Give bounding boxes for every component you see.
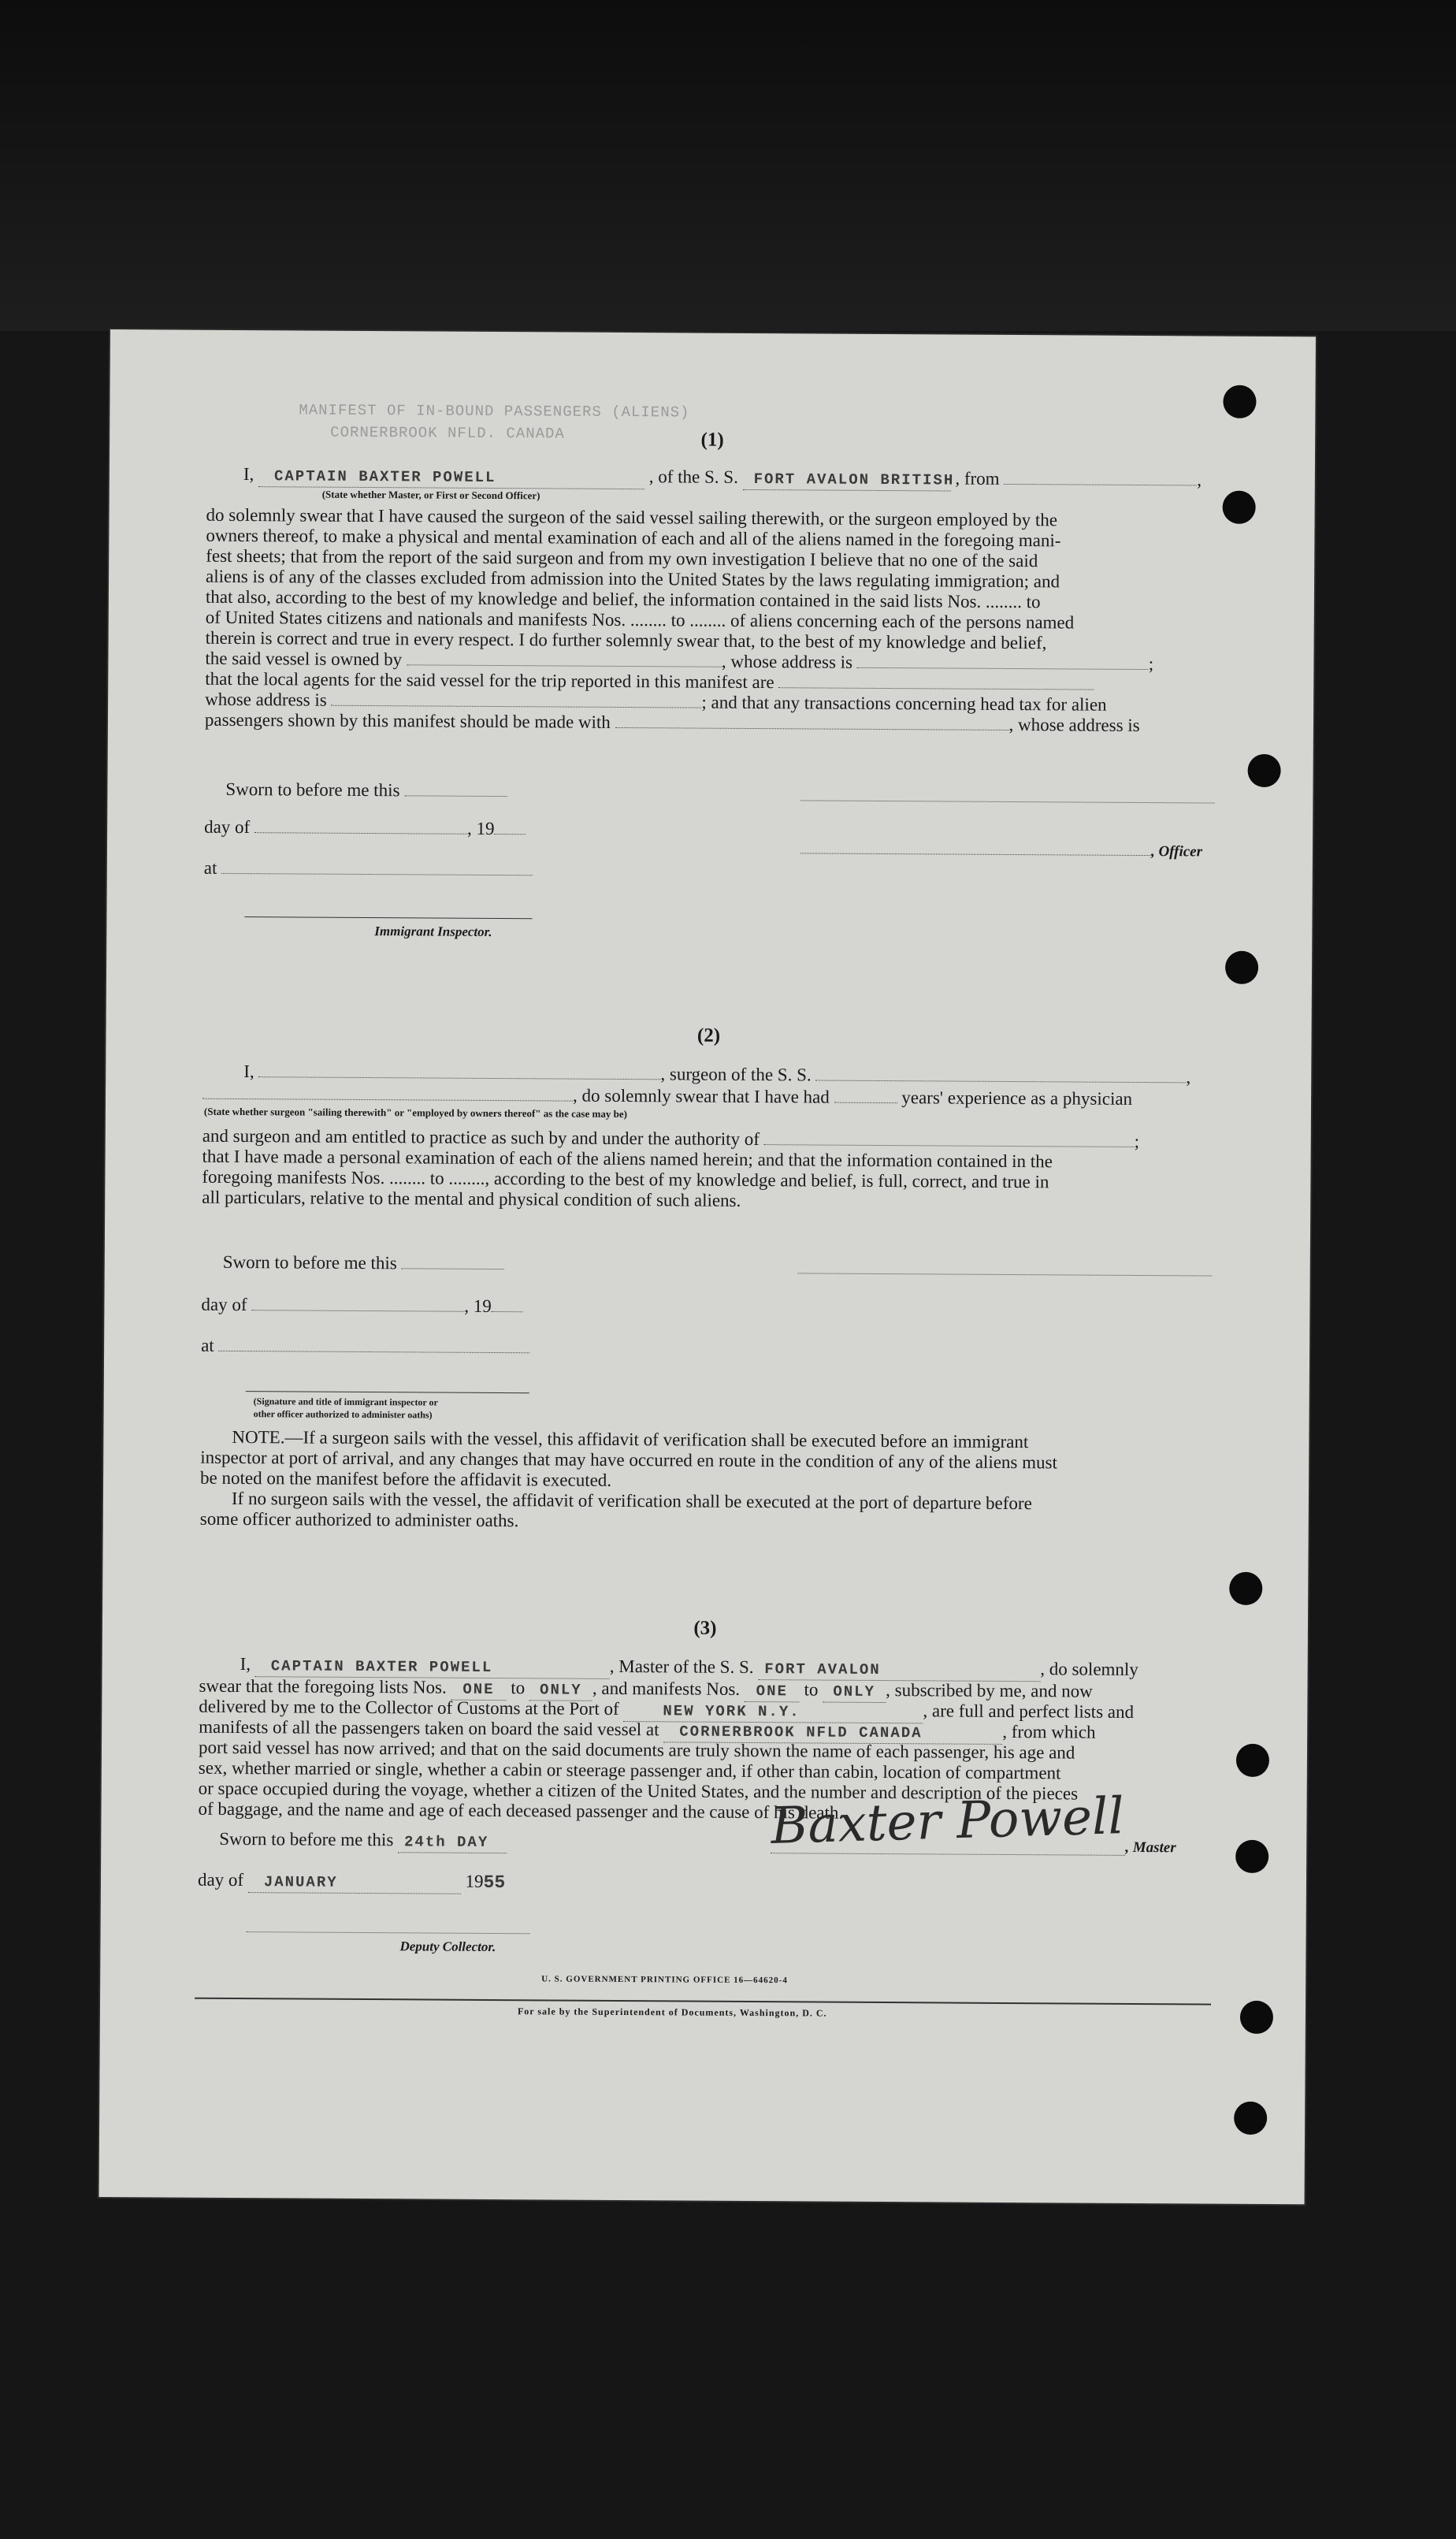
list-to-value: ONLY (529, 1679, 592, 1701)
oath-text: , and manifests Nos. (592, 1678, 741, 1699)
oath-text: of baggage, and the name and age of each deceased passenger and the cause of his death. (198, 1798, 844, 1823)
scanner-frame (0, 0, 1456, 331)
oath-text: the said vessel is owned by (205, 648, 403, 670)
note-text: NOTE.—If a surgeon sails with the vessel, this affidavit of verification shall be executed before an immigrant (232, 1426, 1029, 1452)
punch-hole (1223, 491, 1256, 524)
note-block (200, 1427, 1211, 1536)
year-value: 55 (483, 1872, 506, 1894)
master-name: CAPTAIN BAXTER POWELL (258, 466, 644, 489)
month-value: JANUARY (248, 1872, 461, 1894)
arrival-port: NEW YORK N.Y. (623, 1701, 923, 1723)
list-from-value: ONE (451, 1679, 506, 1701)
year-field (492, 1297, 523, 1312)
inspector-label: Immigrant Inspector. (374, 924, 492, 939)
head-tax-field (615, 713, 1009, 730)
day-of-label: day of (197, 1869, 244, 1890)
oath-text: of United States citizens and nationals and manifests Nos. ........ to ........ of aliens concerning each of the persons named (205, 607, 1075, 633)
at-field (221, 859, 533, 875)
year-label: 19 (465, 1871, 484, 1891)
oath-text: all particulars, relative to the mental and physical condition of such aliens. (202, 1187, 741, 1210)
signature-hint: other officer authorized to administer oaths) (253, 1408, 433, 1421)
punch-hole (1236, 1744, 1269, 1777)
year-label: , 19 (466, 818, 495, 838)
manifest-from-value: ONE (745, 1681, 800, 1702)
manifest-to-value: ONLY (823, 1682, 886, 1703)
oath-text: and surgeon and am entitled to practice as such by and under the authority of (202, 1125, 760, 1150)
from-label: , from (955, 468, 1000, 489)
oath-text: delivered by me to the Collector of Customs at the Port of (199, 1696, 619, 1719)
oath-text: or space occupied during the voyage, whether a citizen of the United States, and the number and description of the pieces (198, 1778, 1079, 1804)
day-line (204, 817, 526, 839)
oath-text: passengers shown by this manifest should be made with (204, 709, 611, 732)
footer-rule (195, 1998, 1211, 2006)
oath-text: , whose address is (721, 651, 853, 672)
oath-text: , are full and perfect lists and (923, 1701, 1135, 1722)
years-field (834, 1088, 897, 1103)
sworn-line (223, 1252, 504, 1274)
surgeon-signature-line (798, 1273, 1212, 1276)
oath-text: that the local agents for the said vessel for the trip reported in this manifest are (205, 668, 774, 693)
vessel-name: FORT AVALON (758, 1659, 1040, 1682)
owner-field (407, 650, 722, 667)
master-signature: Baxter Powell (770, 1787, 1125, 1856)
year-label: , 19 (464, 1296, 492, 1316)
manifest-page (99, 329, 1316, 2204)
oath-text: do solemnly swear that I have caused the surgeon of the said vessel sailing therewith, or the surgeon employed by the (206, 504, 1058, 530)
surgeon-name-field (258, 1062, 660, 1080)
punch-hole (1225, 951, 1258, 984)
section-number: (3) (693, 1617, 717, 1639)
inspector-signature-line (246, 1391, 529, 1393)
master-of-label: , Master of the S. S. (609, 1656, 754, 1678)
oath-text: manifests of all the passengers taken on board the said vessel at (199, 1716, 659, 1740)
i-prefix: I, (243, 464, 254, 485)
owner-line: the said vessel is owned by , whose address is ; (205, 648, 1154, 675)
of-ss-label: , of the S. S. (648, 467, 738, 487)
oath-text: that I have made a personal examination of each of the aliens named herein; and that the information contained in the (202, 1146, 1053, 1172)
owner-address-field (857, 653, 1149, 670)
note-text: If no surgeon sails with the vessel, the affidavit of verification shall be executed at the port of departure before (231, 1488, 1032, 1514)
month-field (254, 818, 467, 835)
agents-field (778, 673, 1094, 690)
sworn-label: Sworn to before me this (222, 1251, 397, 1273)
signature-hint: (Signature and title of immigrant inspector or (253, 1396, 438, 1408)
oath-line: I, CAPTAIN BAXTER POWELL , of the S. S. FORT AVALON BRITISH , from , (243, 464, 1202, 493)
faint-header: CORNERBROOK NFLD. CANADA (330, 423, 565, 443)
punch-hole (1247, 754, 1280, 787)
oath-text: , subscribed by me, and now (886, 1680, 1093, 1701)
at-label: at (201, 1335, 214, 1355)
note-text: inspector at port of arrival, and any changes that may have occurred en route in the condition of any of the aliens must (200, 1447, 1057, 1473)
sworn-day-value: 24th DAY (398, 1831, 507, 1853)
surgeon-of-label: , surgeon of the S. S. (660, 1064, 812, 1085)
at-field (218, 1336, 529, 1353)
punch-hole (1240, 2001, 1273, 2034)
note-text: some officer authorized to administer oaths. (199, 1508, 519, 1531)
sworn-line (225, 779, 507, 801)
departure-port: CORNERBROOK NFLD CANADA (663, 1721, 1002, 1745)
oath-body (205, 505, 1216, 737)
sworn-line (219, 1829, 507, 1853)
sworn-label: Sworn to before me this (225, 779, 400, 801)
oath-text: that also, according to the best of my knowledge and belief, the information contained in the said lists Nos. ........ to (205, 586, 1041, 612)
month-field (251, 1296, 464, 1312)
to-label: to (804, 1679, 819, 1700)
years-text: years' experience as a physician (901, 1087, 1133, 1109)
oath-text: aliens is of any of the classes excluded from admission into the United States by the laws regulating immigration; and (206, 566, 1060, 592)
i-prefix: I, (240, 1654, 251, 1675)
vessel-name: FORT AVALON BRITISH (743, 469, 951, 492)
printing-office-mark: U. S. GOVERNMENT PRINTING OFFICE 16—64620-4 (541, 1974, 788, 1986)
oath-text: , whose address is (1008, 714, 1140, 735)
collector-signature-line (247, 1931, 530, 1934)
oath-text: swear that the foregoing lists Nos. (199, 1675, 447, 1697)
note-text: be noted on the manifest before the affidavit is executed. (200, 1467, 612, 1490)
from-port-field (1004, 470, 1197, 485)
at-label: at (203, 857, 217, 878)
oath-text: foregoing manifests Nos. ........ to ........, according to the best of my knowledge and belief, is full, correct, and true in (202, 1166, 1049, 1192)
officer-hint: (State whether Master, or First or Second Officer) (321, 488, 540, 502)
sale-notice: For sale by the Superintendent of Documents, Washington, D. C. (517, 2006, 827, 2019)
agents-address-field (331, 691, 701, 708)
master-label: , Master (1125, 1838, 1176, 1857)
oath-text: sex, whether married or single, whether a cabin or steerage passenger and, if other than cabin, location of compartment (198, 1757, 1061, 1783)
to-label: to (511, 1678, 526, 1698)
day-line (201, 1295, 523, 1317)
sworn-label: Sworn to before me this (219, 1828, 394, 1850)
swear-text: , do solemnly swear that I have had (572, 1085, 830, 1107)
punch-hole (1234, 2102, 1267, 2135)
oath-text: owners thereof, to make a physical and mental examination of each and all of the aliens named in the foregoing mani- (206, 525, 1061, 551)
oath-text: port said vessel has now arrived; and that on the said documents are truly shown the name of each passenger, his age and (198, 1737, 1075, 1763)
officer-field (800, 838, 1151, 856)
inspector-signature-line (244, 916, 532, 919)
oath-text: ; and that any transactions concerning head tax for alien (701, 692, 1107, 715)
surgeon-line: I, , surgeon of the S. S. , (243, 1061, 1191, 1087)
punch-hole (1223, 385, 1256, 418)
officer-label: , Officer (1150, 843, 1203, 861)
punch-hole (1229, 1572, 1262, 1605)
surgeon-status-field (202, 1084, 573, 1102)
officer-line (800, 838, 1202, 862)
at-line (204, 858, 533, 881)
collector-label: Deputy Collector. (399, 1939, 496, 1955)
section-number: (2) (696, 1024, 721, 1046)
officer-signature-line (800, 800, 1214, 803)
day-of-label: day of (201, 1294, 247, 1315)
year-field (494, 820, 526, 835)
authority-line: and surgeon and am entitled to practice as such by and under the authority of ; (202, 1125, 1140, 1151)
at-line (201, 1336, 530, 1359)
oath-text: therein is correct and true in every respect. I do further solemnly swear that, to the best of my knowledge and belief, (205, 627, 1047, 653)
authority-field (764, 1130, 1135, 1147)
surgeon-vessel-field (815, 1065, 1186, 1083)
punch-hole (1235, 1840, 1268, 1873)
master-name: CAPTAIN BAXTER POWELL (255, 1656, 610, 1679)
faint-header: MANIFEST OF IN-BOUND PASSENGERS (ALIENS) (299, 401, 690, 422)
oath-text: , from which (1002, 1721, 1096, 1742)
sworn-day-field (401, 1254, 503, 1270)
i-prefix: I, (243, 1061, 254, 1082)
solemnly-text: , do solemnly (1040, 1659, 1138, 1680)
sworn-day-field (404, 781, 507, 797)
day-line (198, 1870, 505, 1894)
oath-text: fest sheets; that from the report of the said surgeon and from my own investigation I believe that no one of the said (206, 545, 1038, 571)
surgeon-hint: (State whether surgeon "sailing therewith" or "employed by owners thereof" as the case may be) (203, 1105, 628, 1121)
oath-text: whose address is (205, 689, 327, 710)
day-of-label: day of (204, 816, 251, 838)
surgeon-body (202, 1126, 1213, 1214)
section-number: (1) (700, 429, 724, 451)
